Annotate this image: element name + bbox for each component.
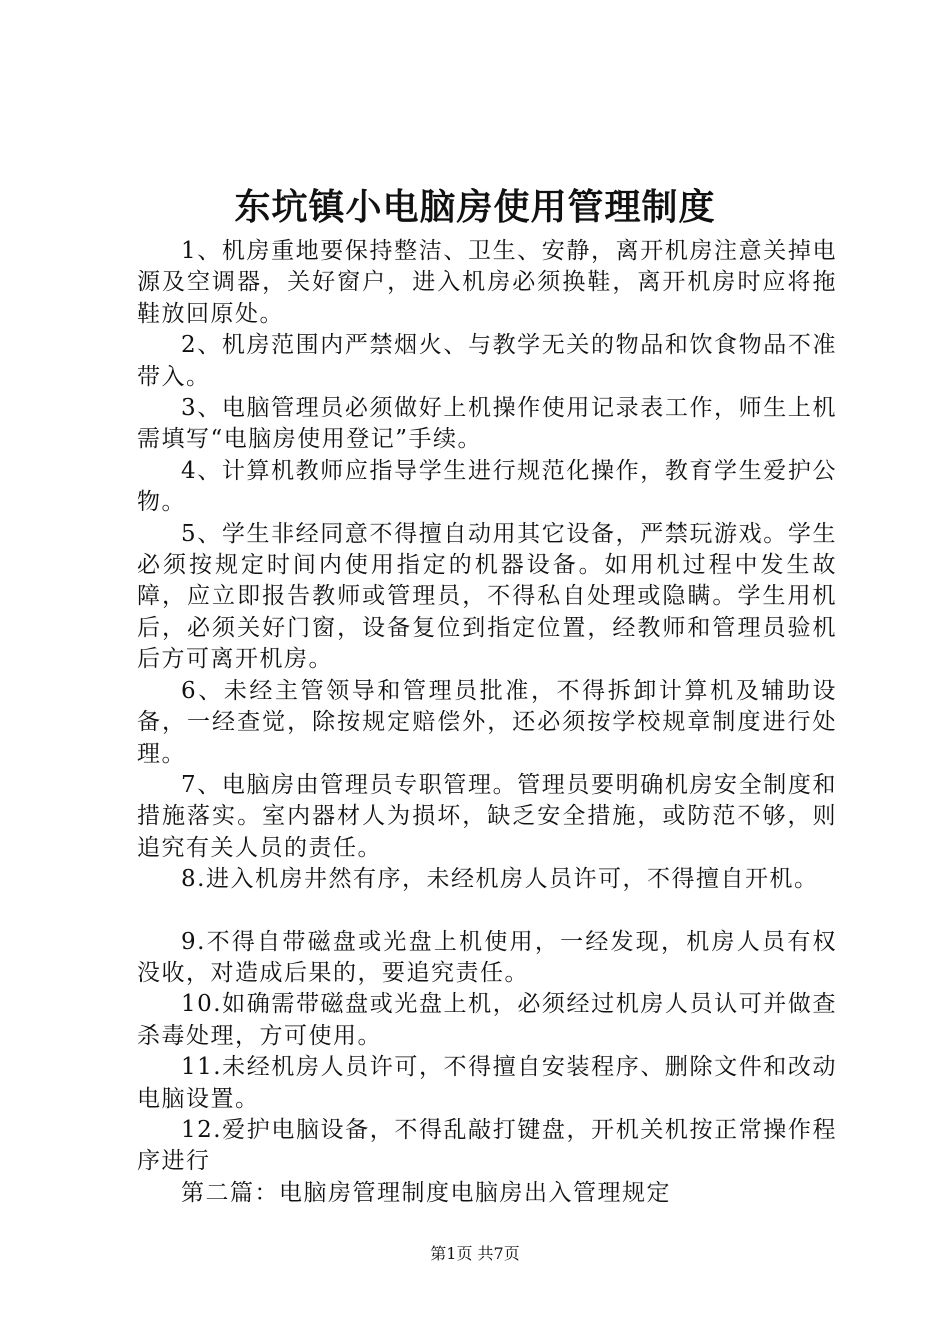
rule-paragraph-12: 12.爱护电脑设备，不得乱敲打键盘，开机关机按正常操作程序进行 xyxy=(137,1116,837,1175)
rule-paragraph-5: 5、学生非经同意不得擅自动用其它设备，严禁玩游戏。学生必须按规定时间内使用指定的机器设备。如用机过程中发生故障，应立即报告教师或管理员，不得私自处理或隐瞒。学生用机后，必须关好门窗，设备复位到指定位置，经教师和管理员验机后方可离开机房。 xyxy=(137,520,837,673)
section-heading-part-two: 第二篇：电脑房管理制度电脑房出入管理规定 xyxy=(181,1179,671,1206)
rule-paragraph-9: 9.不得自带磁盘或光盘上机使用，一经发现，机房人员有权没收，对造成后果的，要追究责任。 xyxy=(137,928,837,986)
rule-paragraph-8: 8.进入机房井然有序，未经机房人员许可，不得擅自开机。 xyxy=(181,866,819,893)
rule-paragraph-1: 1、机房重地要保持整洁、卫生、安静，离开机房注意关掉电源及空调器，关好窗户，进入机房必须换鞋，离开机房时应将拖鞋放回原处。 xyxy=(137,238,837,327)
document-title: 东坑镇小电脑房使用管理制度 xyxy=(234,186,716,228)
rule-paragraph-11: 11.未经机房人员许可，不得擅自安装程序、删除文件和改动电脑设置。 xyxy=(137,1054,837,1112)
rule-paragraph-7: 7、电脑房由管理员专职管理。管理员要明确机房安全制度和措施落实。室内器材人为损坏，缺乏安全措施，或防范不够，则追究有关人员的责任。 xyxy=(137,771,837,861)
rule-paragraph-4: 4、计算机教师应指导学生进行规范化操作，教育学生爱护公物。 xyxy=(137,457,837,516)
rule-paragraph-3: 3、电脑管理员必须做好上机操作使用记录表工作，师生上机需填写“电脑房使用登记”手续。 xyxy=(137,395,837,453)
page-number-footer: 第1页 共7页 xyxy=(430,1244,520,1263)
rule-paragraph-6: 6、未经主管领导和管理员批准，不得拆卸计算机及辅助设备，一经查觉，除按规定赔偿外，还必须按学校规章制度进行处理。 xyxy=(137,677,837,767)
rule-paragraph-2: 2、机房范围内严禁烟火、与教学无关的物品和饮食物品不准带入。 xyxy=(137,332,837,390)
rule-paragraph-10: 10.如确需带磁盘或光盘上机，必须经过机房人员认可并做查杀毒处理，方可使用。 xyxy=(137,991,837,1049)
document-body xyxy=(137,236,837,1209)
